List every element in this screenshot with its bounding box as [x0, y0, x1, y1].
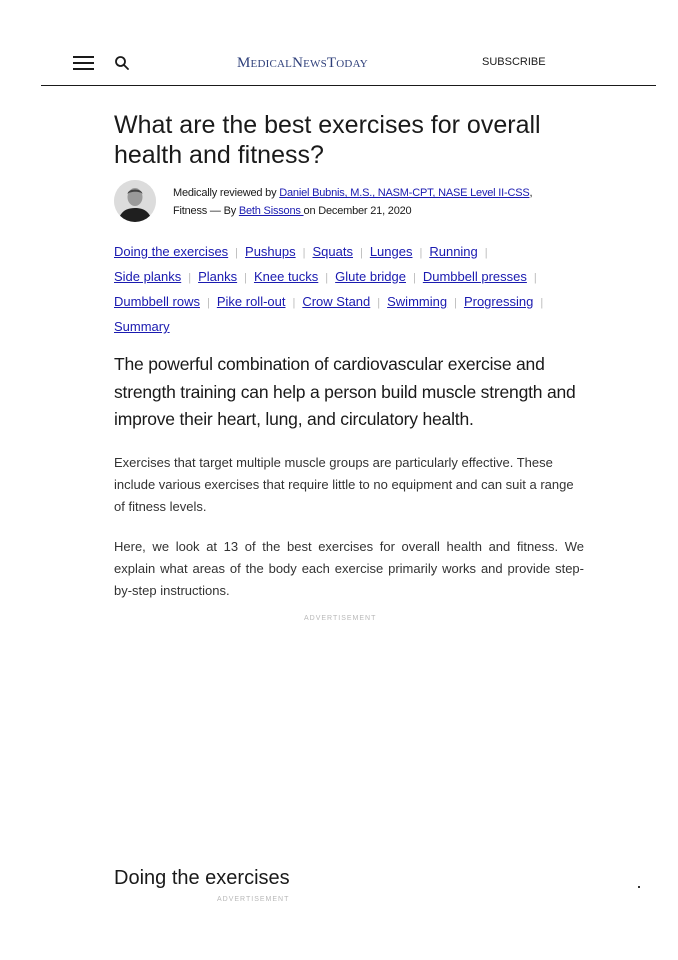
article-title: What are the best exercises for overall health and fitness? — [114, 111, 541, 169]
publish-date: on December 21, 2020 — [303, 205, 412, 217]
article-lead: The powerful combination of cardiovascular exercise and strength training can help a person build muscle strength and improve their heart, lung, and circulatory health. — [114, 354, 576, 429]
category-label: Fitness — By — [173, 205, 239, 217]
site-logo[interactable]: MedicalNewsToday — [237, 55, 368, 71]
toc-link-dumbbell-presses[interactable]: Dumbbell presses — [422, 269, 527, 284]
toc-link-pike-roll-out[interactable]: Pike roll-out — [216, 294, 286, 309]
toc-link-running[interactable]: Running — [429, 244, 478, 259]
toc-link-swimming[interactable]: Swimming — [387, 294, 448, 309]
toc-link-lunges[interactable]: Lunges — [369, 244, 413, 259]
toc-link-dumbbell-rows[interactable]: Dumbbell rows — [114, 294, 200, 309]
toc-link-squats[interactable]: Squats — [312, 244, 353, 259]
toc-separator: | — [359, 247, 363, 259]
site-header — [41, 0, 656, 86]
advertisement-label-2: ADVERTISEMENT — [217, 896, 290, 903]
toc-separator: | — [412, 272, 416, 284]
toc-link-summary[interactable]: Summary — [114, 319, 170, 334]
toc-separator: | — [540, 297, 544, 309]
table-of-contents — [114, 240, 594, 338]
toc-separator: | — [235, 247, 239, 259]
byline — [173, 184, 593, 220]
reviewer-link[interactable]: Daniel Bubnis, M.S., NASM-CPT, NASE Level II-CSS — [279, 187, 530, 199]
toc-separator: | — [325, 272, 329, 284]
toc-separator: | — [244, 272, 247, 284]
toc-link-progressing[interactable]: Progressing — [463, 294, 534, 309]
decorative-dot — [638, 886, 640, 888]
toc-link-planks[interactable]: Planks — [198, 269, 238, 284]
toc-separator: | — [292, 297, 296, 309]
subscribe-button[interactable]: SUBSCRIBE — [482, 56, 546, 68]
article-paragraph-2: Here, we look at 13 of the best exercises for overall health and fitness. We explain what areas of the body each exercise primarily works and provide step-by-step instructions. — [114, 539, 584, 598]
toc-link-side-planks[interactable]: Side planks — [114, 269, 182, 284]
search-icon[interactable] — [114, 55, 130, 71]
menu-icon[interactable] — [73, 56, 94, 71]
toc-link-doing-the-exercises[interactable]: Doing the exercises — [114, 244, 229, 259]
toc-separator: | — [419, 247, 423, 259]
toc-separator: | — [206, 297, 210, 309]
toc-link-crow-stand[interactable]: Crow Stand — [302, 294, 371, 309]
toc-link-glute-bridge[interactable]: Glute bridge — [335, 269, 406, 284]
toc-separator: | — [484, 247, 488, 259]
reviewer-avatar — [114, 180, 156, 222]
reviewed-by-label: Medically reviewed by — [173, 187, 280, 199]
advertisement-label: ADVERTISEMENT — [304, 615, 377, 622]
toc-link-knee-tucks[interactable]: Knee tucks — [253, 269, 319, 284]
toc-separator: | — [533, 272, 537, 284]
article-paragraph-1: Exercises that target multiple muscle groups are particularly effective. These include various exercises that require little to no equipment and can suit a range of fitness levels. — [114, 455, 574, 514]
toc-separator: | — [188, 272, 192, 284]
advertisement-slot[interactable] — [114, 630, 584, 860]
toc-link-pushups[interactable]: Pushups — [245, 244, 296, 259]
toc-separator: | — [377, 297, 381, 309]
toc-separator: | — [302, 247, 306, 259]
section-heading: Doing the exercises — [114, 867, 290, 889]
reviewer-suffix: , — [529, 187, 533, 199]
toc-separator: | — [454, 297, 457, 309]
author-link[interactable]: Beth Sissons — [238, 205, 304, 217]
